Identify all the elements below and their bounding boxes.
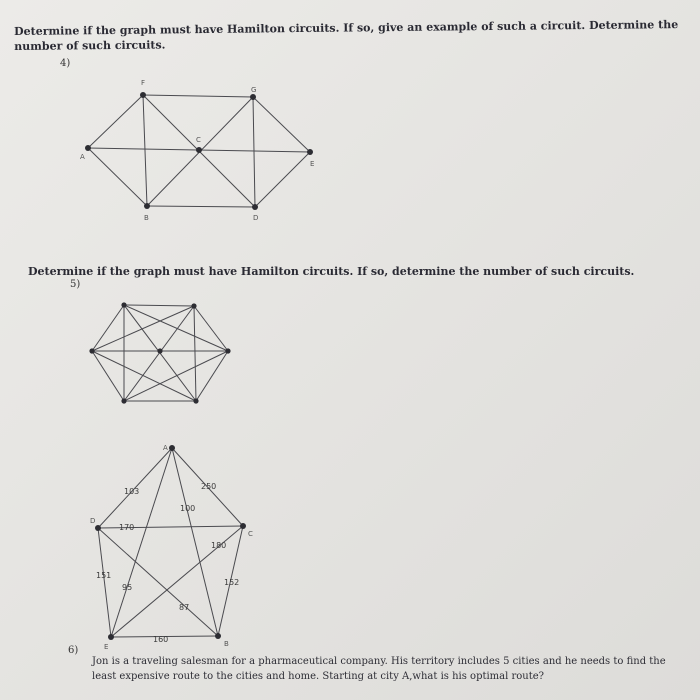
q6-edge-DE — [98, 528, 111, 637]
q6-weight-CE: 180 — [211, 541, 227, 550]
q6-number: 6) — [68, 645, 79, 656]
q6-graph — [0, 435, 700, 650]
q4-vertex-A — [85, 145, 91, 151]
q5-edge-12 — [194, 306, 196, 401]
q4-graph — [0, 0, 700, 260]
q6-label-E: E — [104, 643, 109, 650]
q6-weight-AE: 87 — [179, 603, 190, 612]
q6-edge-AE — [111, 448, 172, 637]
q6-label-C: C — [248, 530, 253, 538]
q4-edge-AB — [88, 148, 147, 206]
q5-vertex-3 — [225, 348, 230, 353]
q4-label-E: E — [310, 160, 315, 168]
q5-center-point — [157, 348, 162, 353]
q4-edge-BD — [147, 206, 255, 207]
q4-edge-FG — [143, 95, 253, 97]
q6-problem-text: Jon is a traveling salesman for a pharmaceutical company. His territory includes 5 cities and he needs to find the least expensive route to the cities and home. Starting at city A,what is his optimal route? — [92, 656, 666, 682]
q4-label-C: C — [196, 136, 201, 144]
q6-vertex-D — [95, 525, 101, 531]
q4-vertex-B — [144, 203, 150, 209]
q6-weight-AB: 100 — [180, 504, 196, 513]
q5-number: 5) — [70, 279, 81, 290]
q5-edge-2 — [194, 306, 228, 351]
q5-vertex-2 — [191, 303, 196, 308]
q6-weight-CB: 152 — [224, 578, 240, 587]
q4-vertex-D — [252, 204, 258, 210]
q6-weight-DB: 95 — [122, 583, 133, 592]
q6-label-D: D — [90, 517, 96, 525]
q6-weight-DC: 170 — [119, 523, 135, 532]
q4-edge-AF — [88, 95, 143, 148]
q6-edge-DB — [98, 528, 218, 636]
q5-vertex-4 — [193, 398, 198, 403]
q6-weight-AD: 103 — [124, 487, 140, 496]
q6-vertex-C — [240, 523, 246, 529]
q4-label-B: B — [144, 214, 149, 222]
q4-vertex-E — [307, 149, 313, 155]
q4-edge-GE — [253, 97, 310, 152]
q4-instruction: Determine if the graph must have Hamilton circuits. If so, give an example of such a circuit. Determine the number of such circuits. — [14, 18, 679, 53]
q6-weight-AC: 250 — [201, 482, 217, 491]
q6-label-B: B — [224, 640, 229, 648]
q6-vertex-B — [215, 633, 221, 639]
q4-label-F: F — [141, 79, 146, 87]
q4-edge-GD — [253, 97, 255, 207]
q4-label-A: A — [80, 153, 85, 161]
q5-vertex-6 — [89, 348, 94, 353]
q6-weight-DE: 151 — [96, 571, 112, 580]
q5-instruction: Determine if the graph must have Hamilton circuits. If so, determine the number of such circuits. — [28, 265, 635, 278]
q4-edge-DE — [255, 152, 310, 207]
q5-edge-7 — [124, 305, 228, 351]
q5-graph — [0, 290, 700, 420]
q4-vertex-G — [250, 94, 256, 100]
q4-vertex-F — [140, 92, 146, 98]
q4-label-D: D — [253, 214, 259, 222]
q4-edge-FB — [143, 95, 147, 206]
q5-edge-1 — [124, 305, 194, 306]
q4-number: 4) — [60, 58, 71, 69]
q5-vertex-5 — [121, 398, 126, 403]
q6-label-A: A — [163, 444, 168, 452]
q6-vertex-A — [169, 445, 175, 451]
q6-vertex-E — [108, 634, 114, 640]
q4-label-G: G — [251, 86, 257, 94]
q4-vertex-C — [196, 147, 202, 153]
q6-weight-EB: 160 — [153, 635, 169, 644]
q5-vertex-1 — [121, 302, 126, 307]
